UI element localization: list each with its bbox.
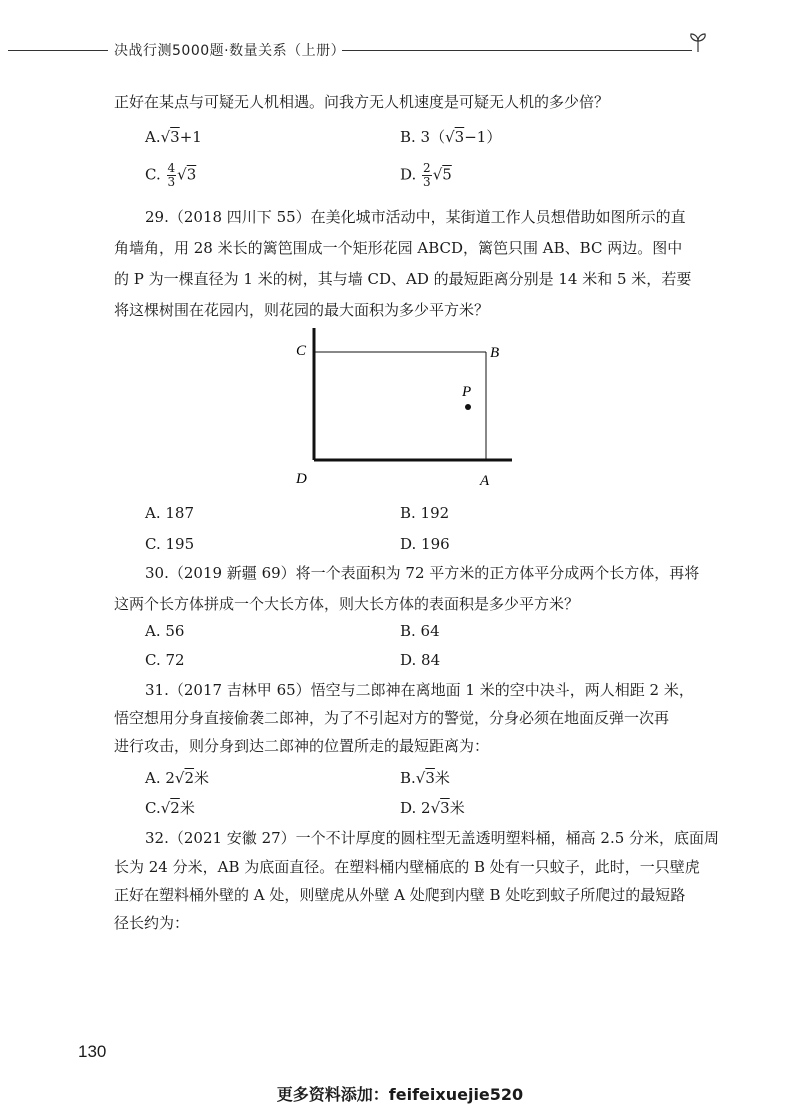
q29-option-a: A. 187	[145, 504, 194, 522]
q32-line-3: 正好在塑料桶外壁的 A 处，则壁虎从外壁 A 处爬到内壁 B 处吃到蚊子所爬过的最短路	[114, 886, 686, 904]
q31-line-3: 进行攻击，则分身到达二郎神的位置所走的最短距离为：	[114, 737, 490, 755]
tree-point-p	[465, 404, 471, 410]
q28-continuation: 正好在某点与可疑无人机相遇。问我方无人机速度是可疑无人机的多少倍？	[114, 93, 610, 111]
header-rule-left	[8, 50, 108, 51]
q32-line-1: 32.（2021 安徽 27）一个不计厚度的圆柱型无盖透明塑料桶，桶高 2.5 分米，底面周	[145, 829, 720, 847]
header-rule-right	[342, 50, 692, 51]
fraction: $\frac{4}{3}$	[167, 161, 176, 189]
q32-line-2: 长为 24 分米，AB 为底面直径。在塑料桶内壁桶底的 B 处有一只蚊子，此时，一只壁虎	[114, 858, 700, 876]
label-c: C	[296, 343, 307, 359]
q29-option-c: C. 195	[145, 535, 195, 553]
q30-option-a: A. 56	[145, 622, 185, 640]
label-a: A	[480, 473, 490, 489]
q30-line-2: 这两个长方体拼成一个大长方体，则大长方体的表面积是多少平方米？	[114, 595, 580, 613]
q30-option-b: B. 64	[400, 622, 440, 640]
q28-option-b: B. 3（√3−1）	[400, 128, 502, 146]
garden-diagram	[290, 320, 530, 500]
page-number: 130	[78, 1042, 107, 1061]
q28-option-d: D. $\frac{2}{3}$ √5	[400, 161, 452, 189]
label-b: B	[490, 345, 500, 361]
q30-line-1: 30.（2019 新疆 69）将一个表面积为 72 平方米的正方体平分成两个长方体，再将	[145, 564, 700, 582]
q30-option-d: D. 84	[400, 651, 441, 669]
q29-line-3: 的 P 为一棵直径为 1 米的树，其与墙 CD、AD 的最短距离分别是 14 米和 5 米，若要	[114, 270, 692, 288]
q30-option-c: C. 72	[145, 651, 185, 669]
q31-option-c: C.√2米	[145, 799, 195, 817]
footer-contact: 更多资料添加：feifeixuejie520	[276, 1085, 524, 1104]
fraction: $\frac{2}{3}$	[423, 161, 431, 189]
header-title: 决战行测5000题·数量关系（上册）	[114, 43, 346, 59]
q31-line-2: 悟空想用分身直接偷袭二郎神，为了不引起对方的警觉，分身必须在地面反弹一次再	[114, 709, 670, 727]
q29-option-d: D. 196	[400, 535, 450, 553]
q29-line-4: 将这棵树围在花园内，则花园的最大面积为多少平方米？	[114, 301, 490, 319]
q29-line-1: 29.（2018 四川下 55）在美化城市活动中，某街道工作人员想借助如图所示的直	[145, 208, 686, 226]
label-p: P	[462, 384, 472, 400]
q28-option-c: C. $\frac{4}{3}$ √3	[145, 161, 197, 189]
q31-option-a: A. 2√2米	[145, 769, 210, 787]
q31-option-d: D. 2√3米	[400, 799, 465, 817]
q29-option-b: B. 192	[400, 504, 450, 522]
q31-option-b: B.√3米	[400, 769, 450, 787]
q31-line-1: 31.（2017 吉林甲 65）悟空与二郎神在离地面 1 米的空中决斗，两人相距 2 米，	[145, 681, 694, 699]
q29-line-2: 角墙角，用 28 米长的篱笆围成一个矩形花园 ABCD，篱笆只围 AB、BC 两边。图中	[114, 239, 683, 257]
q32-line-4: 径长约为：	[114, 914, 190, 932]
running-header	[0, 38, 800, 62]
label-d: D	[296, 471, 307, 487]
q28-option-a: A.√3+1	[145, 128, 202, 146]
sprout-icon	[686, 30, 710, 54]
